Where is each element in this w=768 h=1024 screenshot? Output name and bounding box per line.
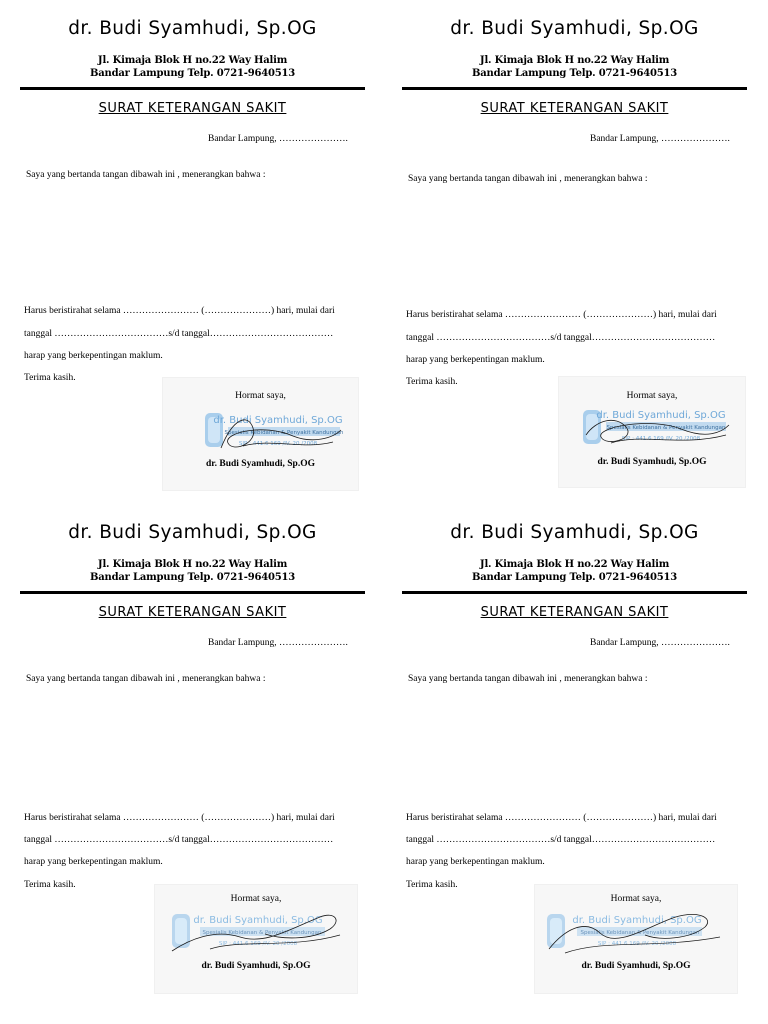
signature-area bbox=[534, 884, 738, 994]
stamp-specialty: Spesialis Kebidanan & Penyakit Kandungan bbox=[580, 930, 700, 936]
date-line: tanggal ………………………………s/d tanggal………………………………… bbox=[24, 835, 334, 845]
date-line: tanggal ………………………………s/d tanggal………………………………… bbox=[24, 329, 334, 339]
hope-line: harap yang berkepentingan maklum. bbox=[24, 351, 163, 361]
signature-name: dr. Budi Syamhudi, Sp.OG bbox=[201, 961, 311, 971]
signature-area bbox=[154, 884, 358, 994]
header-rule bbox=[20, 591, 365, 594]
signature-area bbox=[162, 377, 359, 491]
place-date: Bandar Lampung, …………………. bbox=[590, 638, 730, 648]
stamp-permit: SIP : 441.6 169 /IV. 20 /2008 bbox=[218, 941, 298, 947]
letter-title: SURAT KETERANGAN SAKIT bbox=[98, 605, 287, 620]
date-line: tanggal ………………………………s/d tanggal………………………………… bbox=[406, 835, 716, 845]
address-line-2: Bandar Lampung Telp. 0721-9640513 bbox=[471, 572, 678, 583]
stamp-name: dr. Budi Syamhudi, Sp.OG bbox=[193, 915, 323, 926]
stamp-icon bbox=[581, 405, 731, 455]
sick-letter-card-1 bbox=[20, 0, 365, 500]
thanks-line: Terima kasih. bbox=[24, 373, 76, 383]
stamp-name: dr. Budi Syamhudi, Sp.OG bbox=[572, 915, 702, 926]
closing-text: Hormat saya, bbox=[610, 894, 662, 904]
hope-line: harap yang berkepentingan maklum. bbox=[406, 355, 545, 365]
date-line: tanggal ………………………………s/d tanggal………………………………… bbox=[406, 333, 716, 343]
address-line-1: Jl. Kimaja Blok H no.22 Way Halim bbox=[97, 55, 288, 66]
place-date: Bandar Lampung, …………………. bbox=[590, 134, 730, 144]
address-line-1: Jl. Kimaja Blok H no.22 Way Halim bbox=[479, 559, 670, 570]
signature-area bbox=[558, 376, 746, 488]
intro-text: Saya yang bertanda tangan dibawah ini , menerangkan bahwa : bbox=[26, 170, 266, 180]
clinic-address bbox=[20, 558, 365, 584]
signature-name: dr. Budi Syamhudi, Sp.OG bbox=[206, 459, 315, 469]
closing-text: Hormat saya, bbox=[235, 391, 286, 401]
stamp-permit: SIP : 441.6 169 /IV. 20 /2008 bbox=[238, 441, 318, 447]
rest-line: Harus beristirahat selama …………………… (…………………) hari, mulai dari bbox=[24, 306, 335, 316]
signature-name: dr. Budi Syamhudi, Sp.OG bbox=[597, 457, 707, 467]
address-line-1: Jl. Kimaja Blok H no.22 Way Halim bbox=[479, 55, 670, 66]
stamp-specialty: Spesialis Kebidanan & Penyakit Kandungan bbox=[606, 425, 726, 431]
address-line-2: Bandar Lampung Telp. 0721-9640513 bbox=[89, 68, 296, 79]
doctor-name: dr. Budi Syamhudi, Sp.OG bbox=[450, 522, 699, 543]
letter-title: SURAT KETERANGAN SAKIT bbox=[98, 101, 287, 116]
doctor-name: dr. Budi Syamhudi, Sp.OG bbox=[68, 522, 317, 543]
stamp-icon bbox=[170, 909, 345, 959]
signature-name: dr. Budi Syamhudi, Sp.OG bbox=[581, 961, 691, 971]
clinic-address bbox=[20, 54, 365, 80]
closing-text: Hormat saya, bbox=[230, 894, 282, 904]
intro-text: Saya yang bertanda tangan dibawah ini , menerangkan bahwa : bbox=[26, 674, 266, 684]
hope-line: harap yang berkepentingan maklum. bbox=[406, 857, 545, 867]
thanks-line: Terima kasih. bbox=[406, 880, 458, 890]
header-rule bbox=[402, 87, 747, 90]
stamp-specialty: Spesialis Kebidanan & Penyakit Kandungan bbox=[202, 930, 322, 936]
doctor-name: dr. Budi Syamhudi, Sp.OG bbox=[68, 18, 317, 39]
thanks-line: Terima kasih. bbox=[406, 377, 458, 387]
clinic-address bbox=[402, 558, 747, 584]
header-rule bbox=[20, 87, 365, 90]
stamp-specialty: Spesialis Kebidanan & Penyakit Kandungan bbox=[224, 430, 343, 436]
letter-title: SURAT KETERANGAN SAKIT bbox=[480, 605, 669, 620]
place-date: Bandar Lampung, …………………. bbox=[208, 638, 348, 648]
sick-letter-card-3 bbox=[20, 504, 365, 1004]
closing-text: Hormat saya, bbox=[626, 391, 678, 401]
stamp-icon bbox=[203, 408, 343, 458]
stamp-name: dr. Budi Syamhudi, Sp.OG bbox=[596, 410, 726, 421]
stamp-name: dr. Budi Syamhudi, Sp.OG bbox=[213, 415, 343, 426]
sick-letter-card-4 bbox=[402, 504, 747, 1004]
rest-line: Harus beristirahat selama …………………… (…………………) hari, mulai dari bbox=[406, 310, 717, 320]
stamp-permit: SIP : 441.6 169 /IV. 20 /2008 bbox=[597, 941, 677, 947]
rest-line: Harus beristirahat selama …………………… (…………………) hari, mulai dari bbox=[406, 813, 717, 823]
clinic-address bbox=[402, 54, 747, 80]
stamp-permit: SIP : 441.6 169 /IV. 20 /2008 bbox=[621, 436, 701, 442]
doctor-name: dr. Budi Syamhudi, Sp.OG bbox=[450, 18, 699, 39]
sick-letter-card-2 bbox=[402, 0, 747, 500]
rest-line: Harus beristirahat selama …………………… (…………………) hari, mulai dari bbox=[24, 813, 335, 823]
address-line-1: Jl. Kimaja Blok H no.22 Way Halim bbox=[97, 559, 288, 570]
intro-text: Saya yang bertanda tangan dibawah ini , menerangkan bahwa : bbox=[408, 174, 648, 184]
stamp-icon bbox=[545, 909, 725, 959]
address-line-2: Bandar Lampung Telp. 0721-9640513 bbox=[89, 572, 296, 583]
header-rule bbox=[402, 591, 747, 594]
place-date: Bandar Lampung, …………………. bbox=[208, 134, 348, 144]
letter-title: SURAT KETERANGAN SAKIT bbox=[480, 101, 669, 116]
thanks-line: Terima kasih. bbox=[24, 880, 76, 890]
hope-line: harap yang berkepentingan maklum. bbox=[24, 857, 163, 867]
address-line-2: Bandar Lampung Telp. 0721-9640513 bbox=[471, 68, 678, 79]
intro-text: Saya yang bertanda tangan dibawah ini , menerangkan bahwa : bbox=[408, 674, 648, 684]
